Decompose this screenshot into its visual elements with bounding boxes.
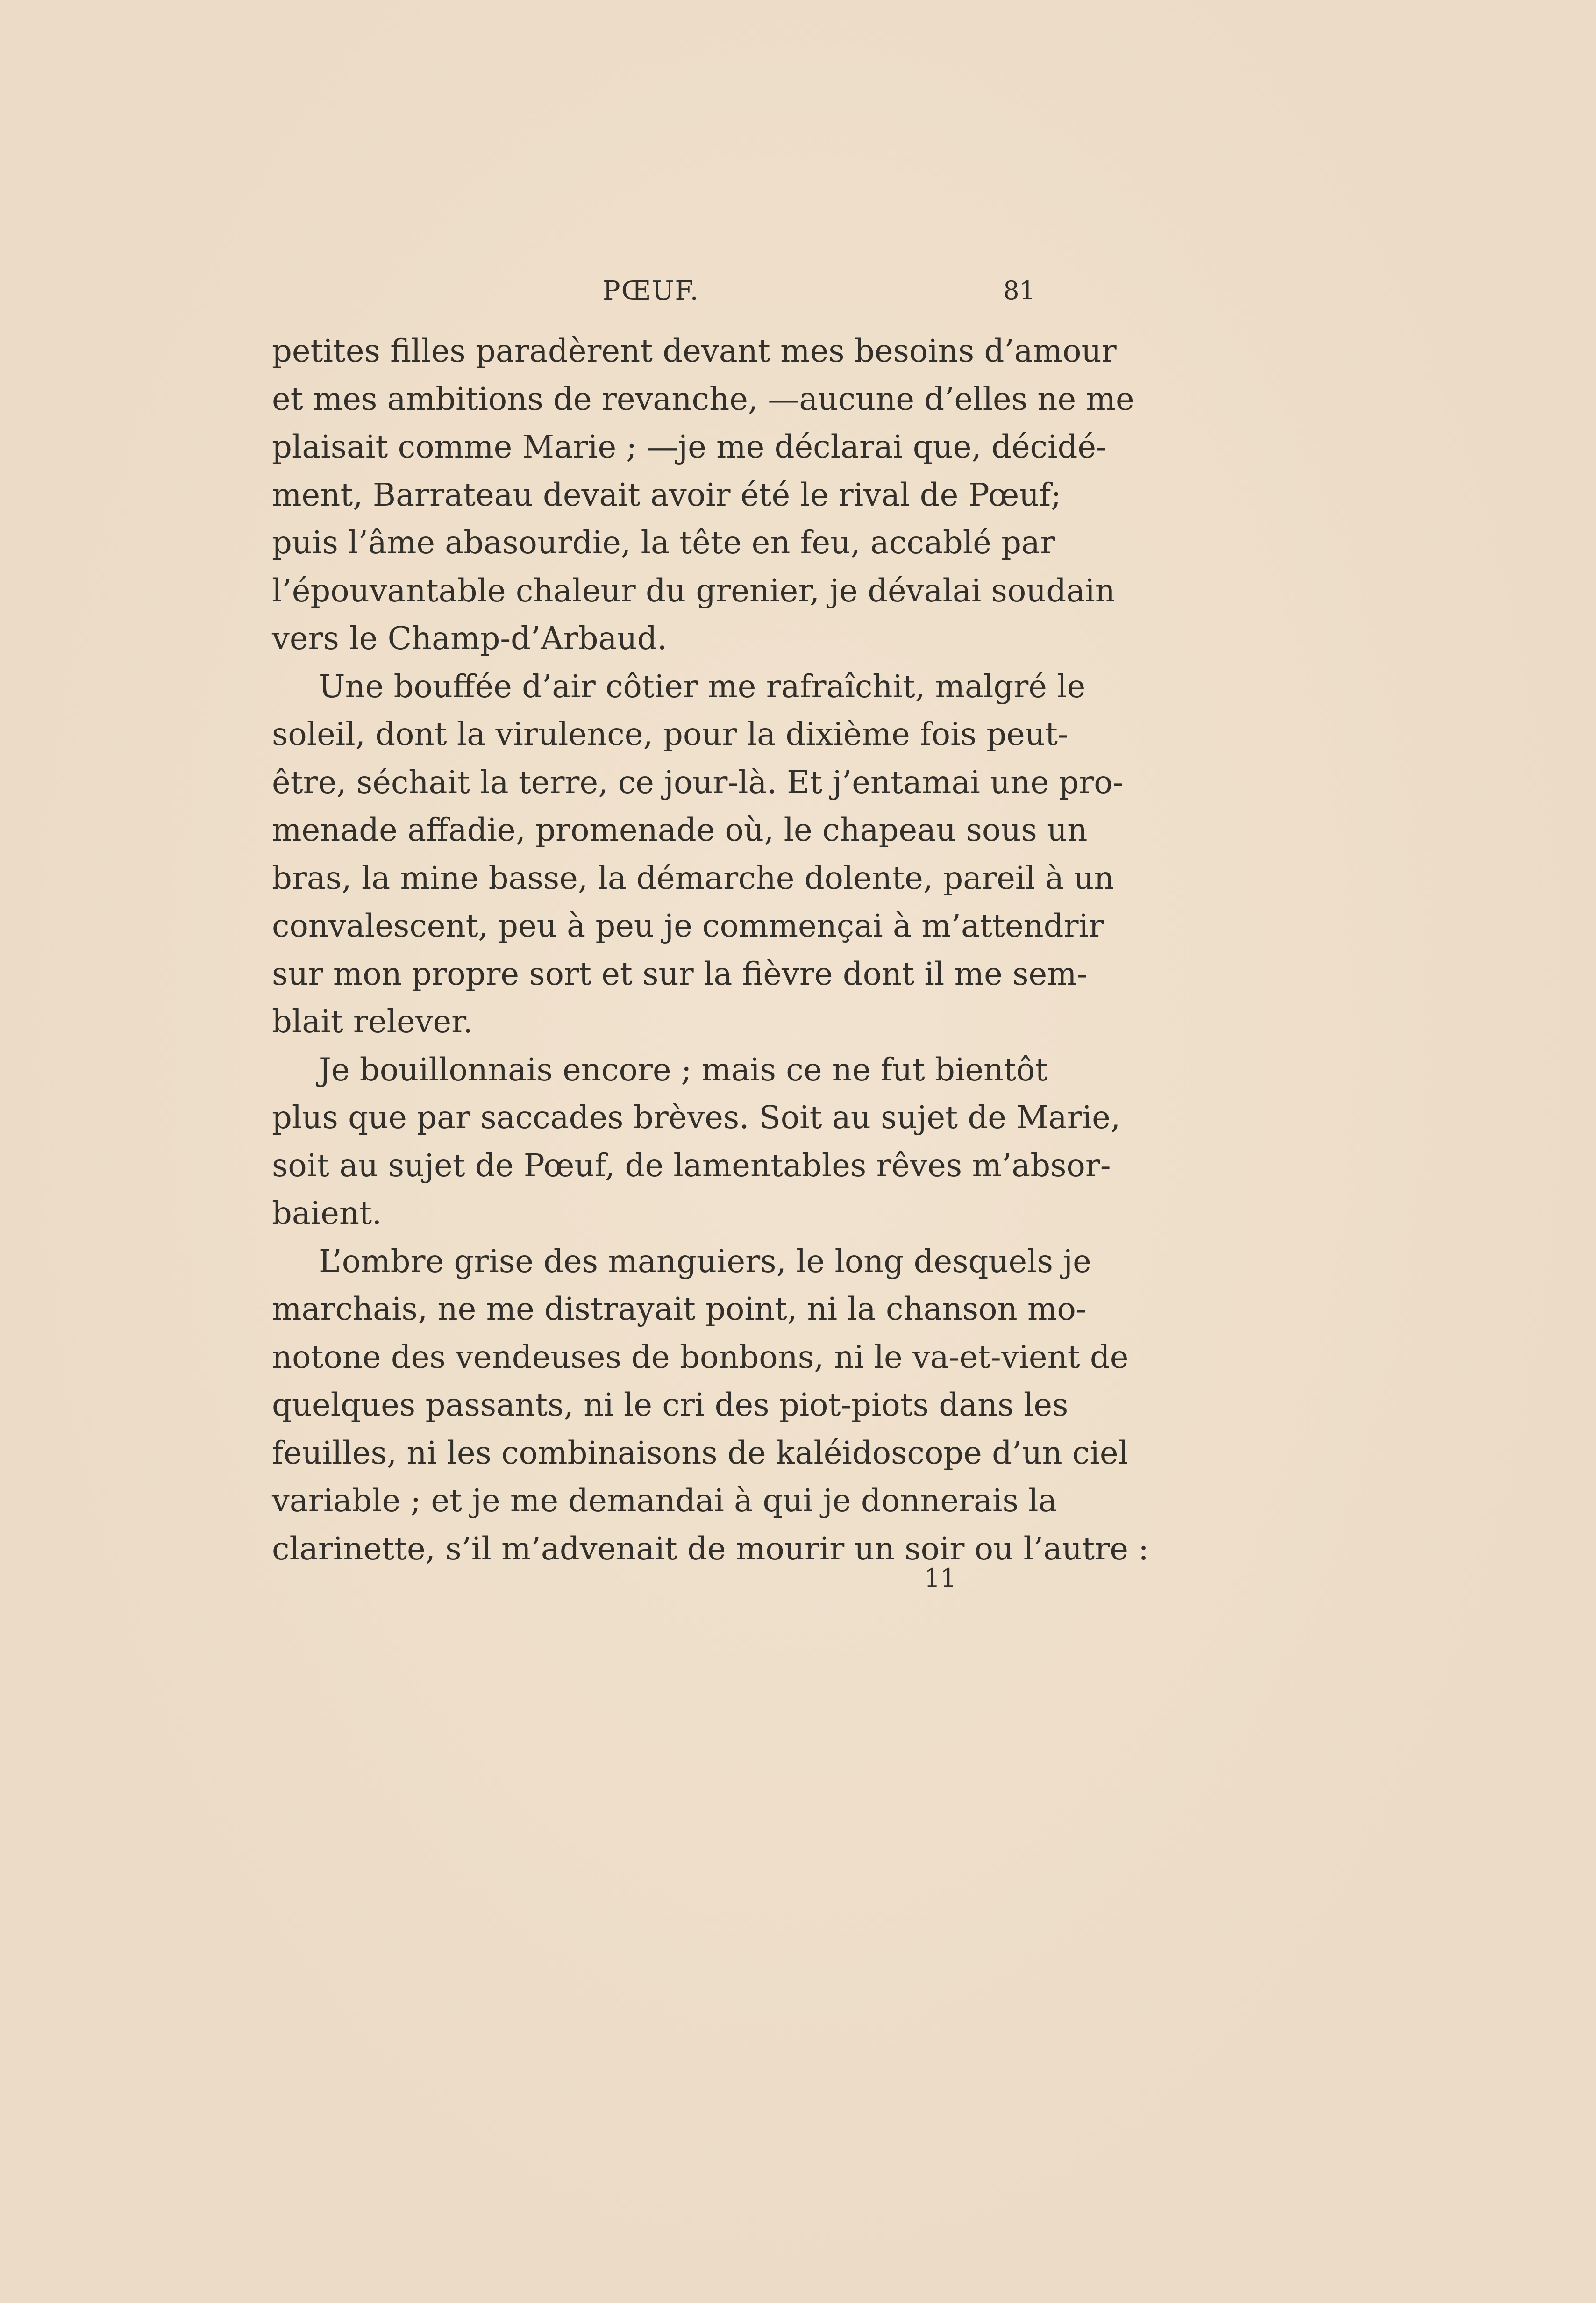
text-line: convalescent, peu à peu je commençai à m’attendrir (272, 908, 1104, 944)
text-line: Une bouffée d’air côtier me rafraîchit, malgré le (319, 668, 1086, 705)
text-line: Je bouillonnais encore ; mais ce ne fut bientôt (319, 1051, 1048, 1088)
text-line: petites filles paradèrent devant mes besoins d’amour (272, 333, 1117, 369)
text-line: notone des vendeuses de bonbons, ni le va-et-vient de (272, 1338, 1129, 1375)
text-line: clarinette, s’il m’advenait de mourir un soir ou l’autre : (272, 1530, 1149, 1567)
text-line: vers le Champ-d’Arbaud. (272, 620, 667, 657)
text-line: baient. (272, 1195, 382, 1231)
text-line: soleil, dont la virulence, pour la dixième fois peut- (272, 716, 1069, 752)
text-line: L’ombre grise des manguiers, le long desquels je (319, 1243, 1091, 1280)
page-number: 81 (1003, 276, 1035, 305)
text-line: puis l’âme abasourdie, la tête en feu, accablé par (272, 524, 1055, 561)
text-line: sur mon propre sort et sur la fièvre dont il me sem- (272, 955, 1088, 992)
text-line: variable ; et je me demandai à qui je donnerais la (272, 1482, 1057, 1519)
text-line: soit au sujet de Pœuf, de lamentables rêves m’absor- (272, 1147, 1111, 1184)
text-line: blait relever. (272, 1003, 473, 1040)
text-line: marchais, ne me distrayait point, ni la chanson mo- (272, 1291, 1087, 1327)
text-line: plaisait comme Marie ; —je me déclarai que, décidé- (272, 429, 1107, 465)
text-line: bras, la mine basse, la démarche dolente, pareil à un (272, 859, 1114, 896)
signature-mark: 11 (924, 1563, 956, 1593)
text-line: et mes ambitions de revanche, —aucune d’elles ne me (272, 380, 1134, 417)
text-line: menade affadie, promenade où, le chapeau sous un (272, 812, 1088, 848)
body-text (272, 327, 1149, 1573)
text-line: feuilles, ni les combinaisons de kaléidoscope d’un ciel (272, 1434, 1128, 1471)
text-line: être, séchait la terre, ce jour-là. Et j’entamai une pro- (272, 764, 1124, 801)
text-line: ment, Barrateau devait avoir été le rival de Pœuf; (272, 476, 1062, 513)
running-title: PŒUF. (603, 276, 699, 306)
text-line: l’épouvantable chaleur du grenier, je dévalai soudain (272, 572, 1115, 609)
text-line: plus que par saccades brèves. Soit au sujet de Marie, (272, 1099, 1121, 1136)
text-line: quelques passants, ni le cri des piot-piots dans les (272, 1387, 1069, 1423)
